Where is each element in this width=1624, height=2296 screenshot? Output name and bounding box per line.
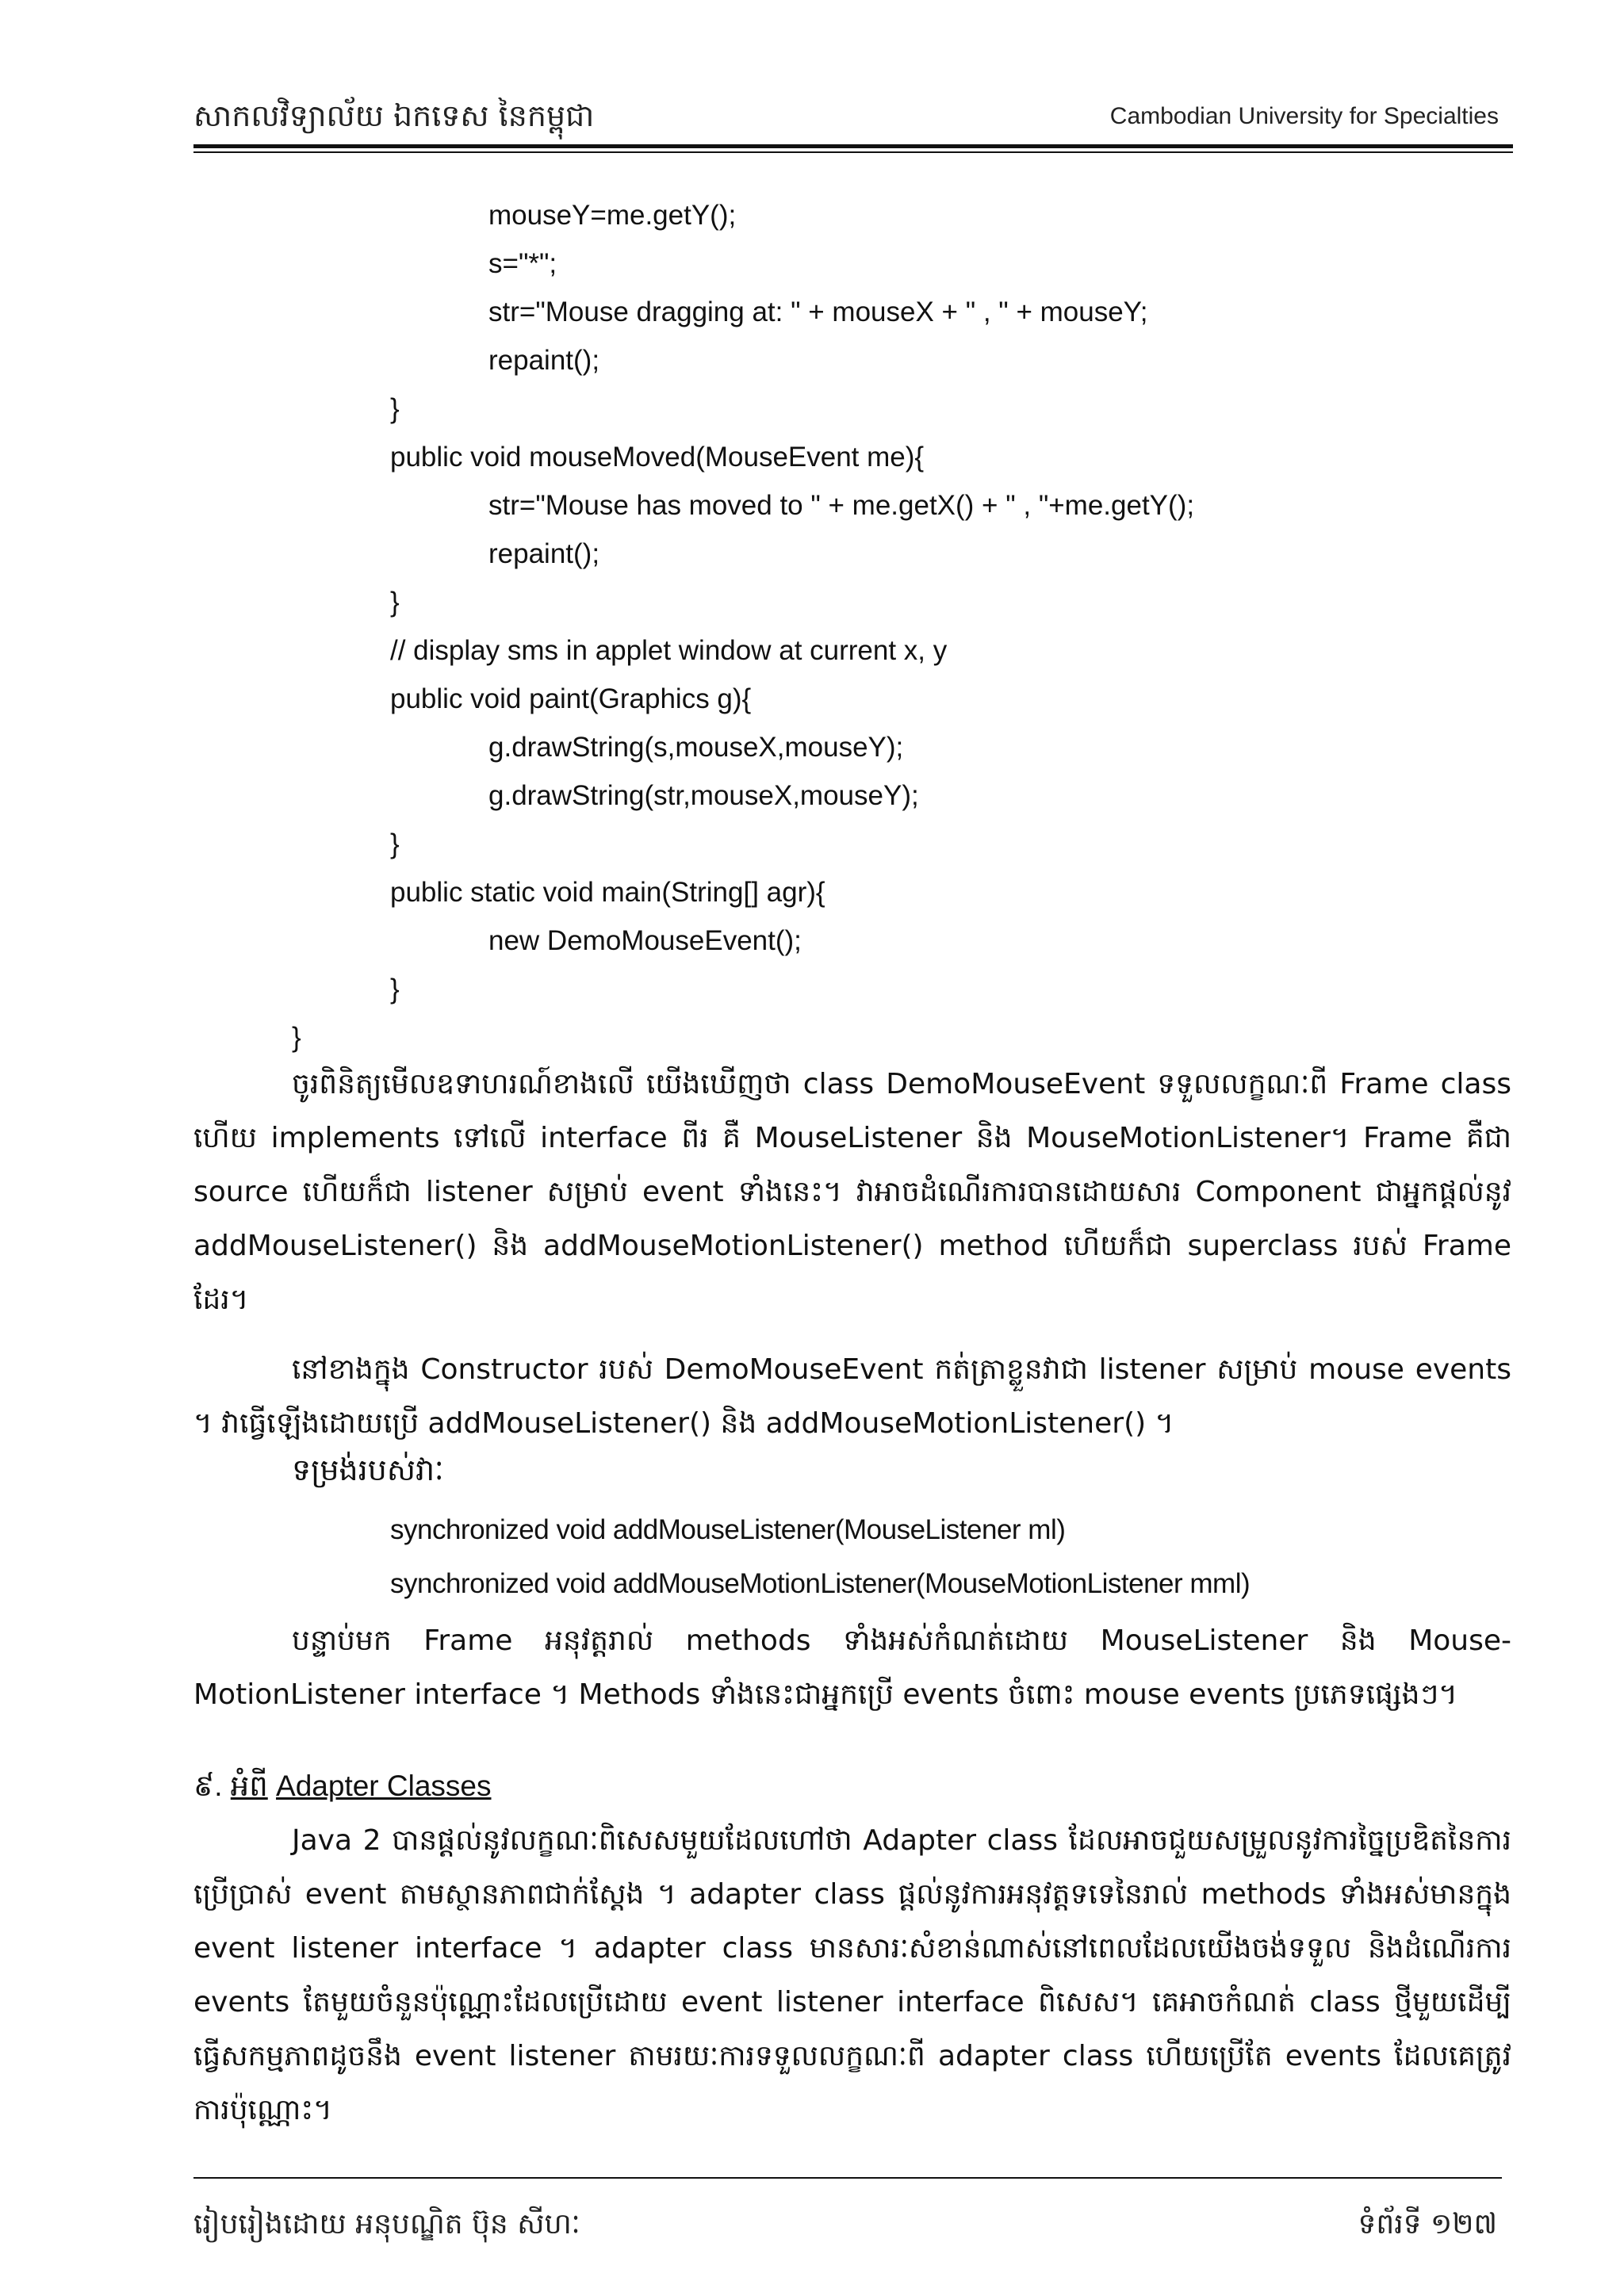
code-line: public void mouseMoved(MouseEvent me){ (390, 442, 925, 473)
code-line: } (390, 587, 400, 618)
code-line: } (390, 393, 400, 424)
header-rule (193, 144, 1513, 148)
code-line: g.drawString(s,mouseX,mouseY); (488, 732, 904, 763)
code-line: new DemoMouseEvent(); (488, 925, 802, 956)
code-line: str="Mouse has moved to " + me.getX() + " , "+me.getY(); (488, 490, 1195, 521)
paragraph-constructor: នៅខាងក្នុង Constructor របស់ DemoMouseEvent កត់ត្រាខ្លួនវាជា listener សម្រាប់ mouse events ។ វាធ្វើឡើងដោយប្រើ addMouseListener() និង addMouseMotionListener() ។ (193, 1353, 1511, 1440)
paragraph-example-explanation: ចូរពិនិត្យមើលឧទាហរណ៍ខាងលើ យើងឃើញថា class DemoMouseEvent ទទួលលក្ខណៈពី Frame class ហើយ implements ទៅលើ interface ពីរ គឺ MouseListener និង MouseMotionListener។ Frame គឺជា source ហើយក៏ជា listener សម្រាប់ event ទាំងនេះ។ វាអាចដំណើរការបានដោយសារ Component ជាអ្នកផ្ដល់នូវ addMouseListener() និង addMouseMotionListener() method ហើយក៏ជា superclass របស់ Frame ដែរ។ (193, 1068, 1511, 1316)
paragraph-frame-methods: បន្ទាប់មក Frame អនុវត្តរាល់ methods ទាំងអស់កំណត់ដោយ MouseListener និង Mouse-MotionListener interface ។ Methods ទាំងនេះជាអ្នកប្រើ events ចំពោះ mouse events ប្រភេទផ្សេងៗ។ (193, 1624, 1511, 1711)
header-rule-thin (193, 151, 1513, 153)
footer-author: រៀបរៀងដោយ អនុបណ្ឌិត ប៊ុន សីហៈ (193, 2208, 580, 2241)
method-signature: synchronized void addMouseListener(MouseListener ml) (390, 1514, 1066, 1545)
section-title: Adapter Classes (276, 1770, 492, 1802)
code-line: repaint(); (488, 538, 600, 569)
code-line: s="*"; (488, 248, 557, 279)
section-heading (193, 1768, 492, 1811)
paragraph-adapter-classes: Java 2 បានផ្ដល់នូវលក្ខណៈពិសេសមួយដែលហៅថា Adapter class ដែលអាចជួយសម្រួលនូវការច្នៃប្រឌិតនៃការប្រើប្រាស់ event តាមស្ថានភាពជាក់ស្ដែង ។ adapter class ផ្ដល់នូវការអនុវត្តទទេនៃរាល់ methods ទាំងអស់មានក្នុង event listener interface ។ adapter class មានសារៈសំខាន់ណាស់នៅពេលដែលយើងចង់ទទួល និងដំណើរការ events តែមួយចំនួនប៉ុណ្ណោះដែលប្រើដោយ event listener interface ពិសេស។ គេអាចកំណត់ class ថ្មីមួយដើម្បីធ្វើសកម្មភាពដូចនឹង event listener តាមរយៈការទទួលលក្ខណៈពី adapter class ហើយប្រើតែ events ដែលគេត្រូវការប៉ុណ្ណោះ។ (193, 1824, 1511, 2126)
code-comment: // display sms in applet window at current x, y (390, 635, 948, 666)
code-line: } (292, 1022, 301, 1053)
code-line: public void paint(Graphics g){ (390, 683, 752, 714)
code-line: public static void main(String[] agr){ (390, 877, 825, 908)
code-line: } (390, 828, 400, 859)
section-title-prefix: អំពី (230, 1770, 268, 1802)
form-label: ទម្រង់របស់វាៈ (292, 1452, 444, 1487)
code-line: g.drawString(str,mouseX,mouseY); (488, 780, 919, 811)
code-line: str="Mouse dragging at: " + mouseX + " , " + mouseY; (488, 297, 1148, 327)
code-line: mouseY=me.getY(); (488, 200, 737, 231)
code-line: repaint(); (488, 345, 600, 376)
code-line: } (390, 974, 400, 1004)
header-institution-km: សាកលវិទ្យាល័យ ឯកទេស នៃកម្ពុជា (193, 98, 595, 133)
method-signature: synchronized void addMouseMotionListener(MouseMotionListener mml) (390, 1568, 1251, 1599)
header-institution-en: Cambodian University for Specialties (1109, 103, 1499, 129)
footer-page-number: ទំព័រទី ១២៧ (1358, 2208, 1497, 2241)
section-number: ៩. (193, 1770, 223, 1802)
footer-rule (193, 2177, 1502, 2179)
